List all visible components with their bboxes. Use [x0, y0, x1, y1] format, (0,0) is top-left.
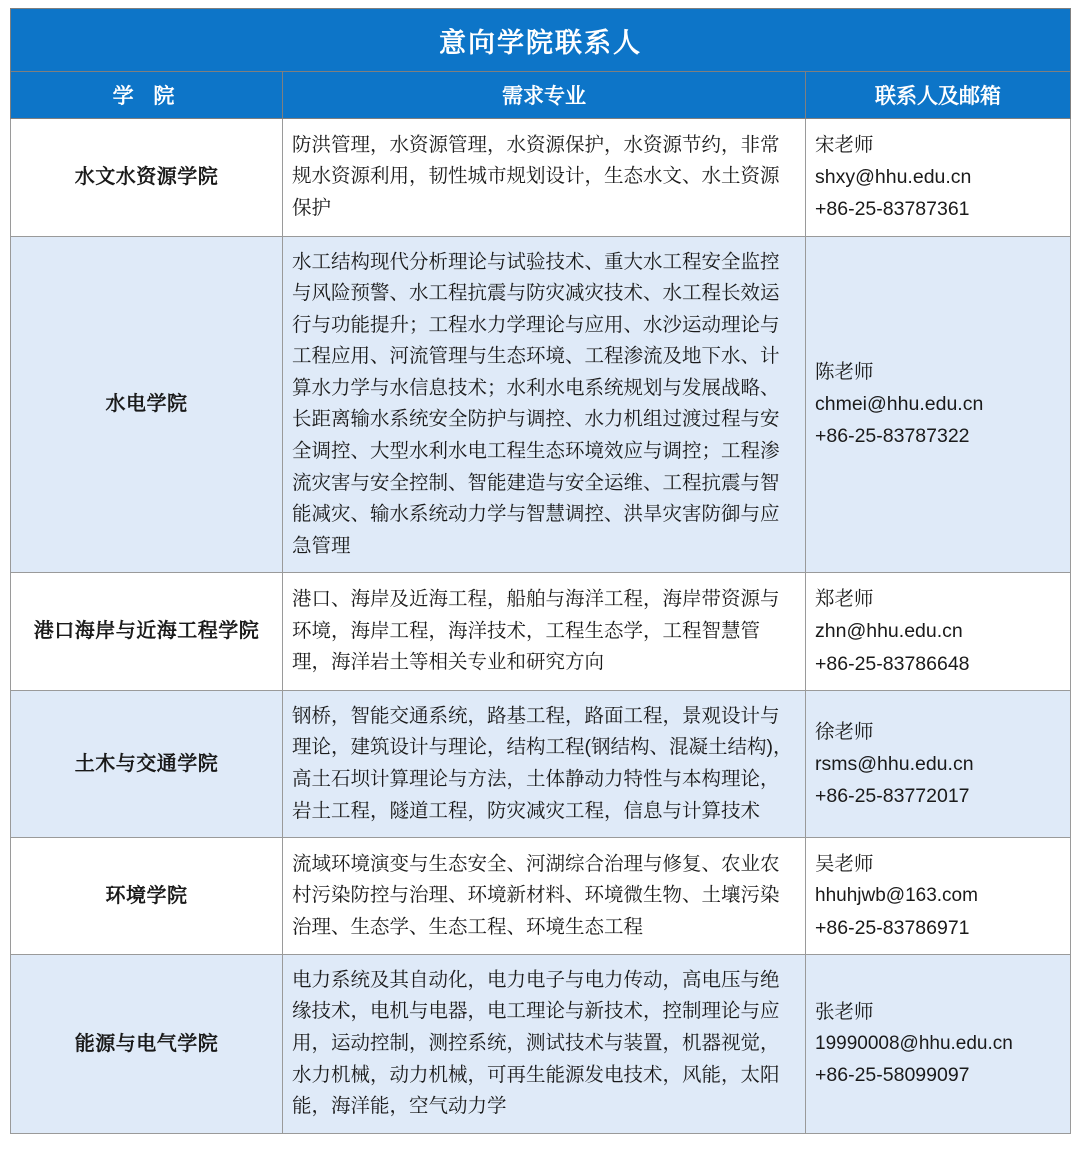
- contact-name: 宋老师: [815, 134, 874, 156]
- cell-major: 港口、海岸及近海工程，船舶与海洋工程，海岸带资源与环境，海岸工程，海洋技术，工程生态学，工程智慧管理，海洋岩土等相关专业和研究方向: [283, 573, 806, 691]
- contact-email: 19990008@hhu.edu.cn: [815, 1033, 1013, 1055]
- contact-name: 张老师: [815, 1000, 874, 1023]
- column-header-major: 需求专业: [283, 72, 806, 119]
- cell-major: 防洪管理，水资源管理，水资源保护，水资源节约，非常规水资源利用，韧性城市规划设计，生态水文、水土资源保护: [283, 119, 806, 237]
- cell-college: 能源与电气学院: [11, 954, 283, 1133]
- contact-email: hhuhjwb@163.com: [815, 885, 978, 907]
- contact-phone: +86-25-83786971: [815, 916, 970, 939]
- page-title: 意向学院联系人: [11, 9, 1071, 72]
- contact-phone: +86-25-83787361: [815, 198, 970, 221]
- contact-name: 郑老师: [815, 588, 874, 611]
- cell-contact: [806, 236, 1071, 573]
- cell-contact: [806, 838, 1071, 955]
- cell-college: 土木与交通学院: [11, 690, 283, 837]
- contact-phone: +86-25-83772017: [815, 785, 970, 808]
- table-body: [11, 119, 1071, 1134]
- table-row: [11, 954, 1071, 1133]
- column-header-contact: 联系人及邮箱: [806, 72, 1071, 119]
- table-header: [11, 9, 1071, 119]
- contact-name: 徐老师: [815, 720, 874, 743]
- contact-table: [10, 8, 1071, 1134]
- cell-college: 水文水资源学院: [11, 119, 283, 237]
- cell-contact: [806, 954, 1071, 1133]
- contact-email: shxy@hhu.edu.cn: [815, 166, 972, 189]
- contact-phone: +86-25-83786648: [815, 652, 970, 675]
- cell-college: 环境学院: [11, 838, 283, 955]
- column-header-college: 学 院: [11, 72, 283, 119]
- cell-major: 流域环境演变与生态安全、河湖综合治理与修复、农业农村污染防控与治理、环境新材料、环境微生物、土壤污染治理、生态学、生态工程、环境生态工程: [283, 838, 806, 955]
- table-row: [11, 573, 1071, 691]
- contact-email: rsms@hhu.edu.cn: [815, 752, 974, 775]
- cell-major: 电力系统及其自动化，电力电子与电力传动，高电压与绝缘技术，电机与电器，电工理论与新技术，控制理论与应用，运动控制，测控系统，测试技术与装置，机器视觉，水力机械，动力机械，可再生能源发电技术，风能，太阳能，海洋能，空气动力学: [283, 954, 806, 1133]
- contact-phone: +86-25-83787322: [815, 425, 970, 448]
- cell-college: 港口海岸与近海工程学院: [11, 573, 283, 691]
- table-row: [11, 236, 1071, 573]
- table-row: [11, 119, 1071, 237]
- contact-phone: +86-25-58099097: [815, 1064, 970, 1087]
- contact-email: zhn@hhu.edu.cn: [815, 620, 963, 643]
- cell-college: 水电学院: [11, 236, 283, 573]
- cell-major: 钢桥，智能交通系统，路基工程，路面工程，景观设计与理论，建筑设计与理论，结构工程(钢结构、混凝土结构)，高土石坝计算理论与方法，土体静动力特性与本构理论，岩土工程，隧道工程，防灾减灾工程，信息与计算技术: [283, 690, 806, 837]
- cell-contact: [806, 690, 1071, 837]
- cell-contact: [806, 119, 1071, 237]
- table-row: [11, 690, 1071, 837]
- contact-name: 陈老师: [815, 361, 874, 384]
- cell-major: 水工结构现代分析理论与试验技术、重大水工程安全监控与风险预警、水工程抗震与防灾减灾技术、水工程长效运行与功能提升；工程水力学理论与应用、水沙运动理论与工程应用、河流管理与生态环境、工程渗流及地下水、计算水力学与水信息技术；水利水电系统规划与发展战略、长距离输水系统安全防护与调控、水力机组过渡过程与安全调控、大型水利水电工程生态环境效应与调控；工程渗流灾害与安全控制、智能建造与安全运维、工程抗震与智能减灾、输水系统动力学与智慧调控、洪旱灾害防御与应急管理: [283, 236, 806, 573]
- contact-email: chmei@hhu.edu.cn: [815, 393, 984, 416]
- table-row: [11, 838, 1071, 955]
- contact-name: 吴老师: [815, 853, 874, 876]
- title-row: [11, 9, 1071, 72]
- cell-contact: [806, 573, 1071, 691]
- column-header-row: [11, 72, 1071, 119]
